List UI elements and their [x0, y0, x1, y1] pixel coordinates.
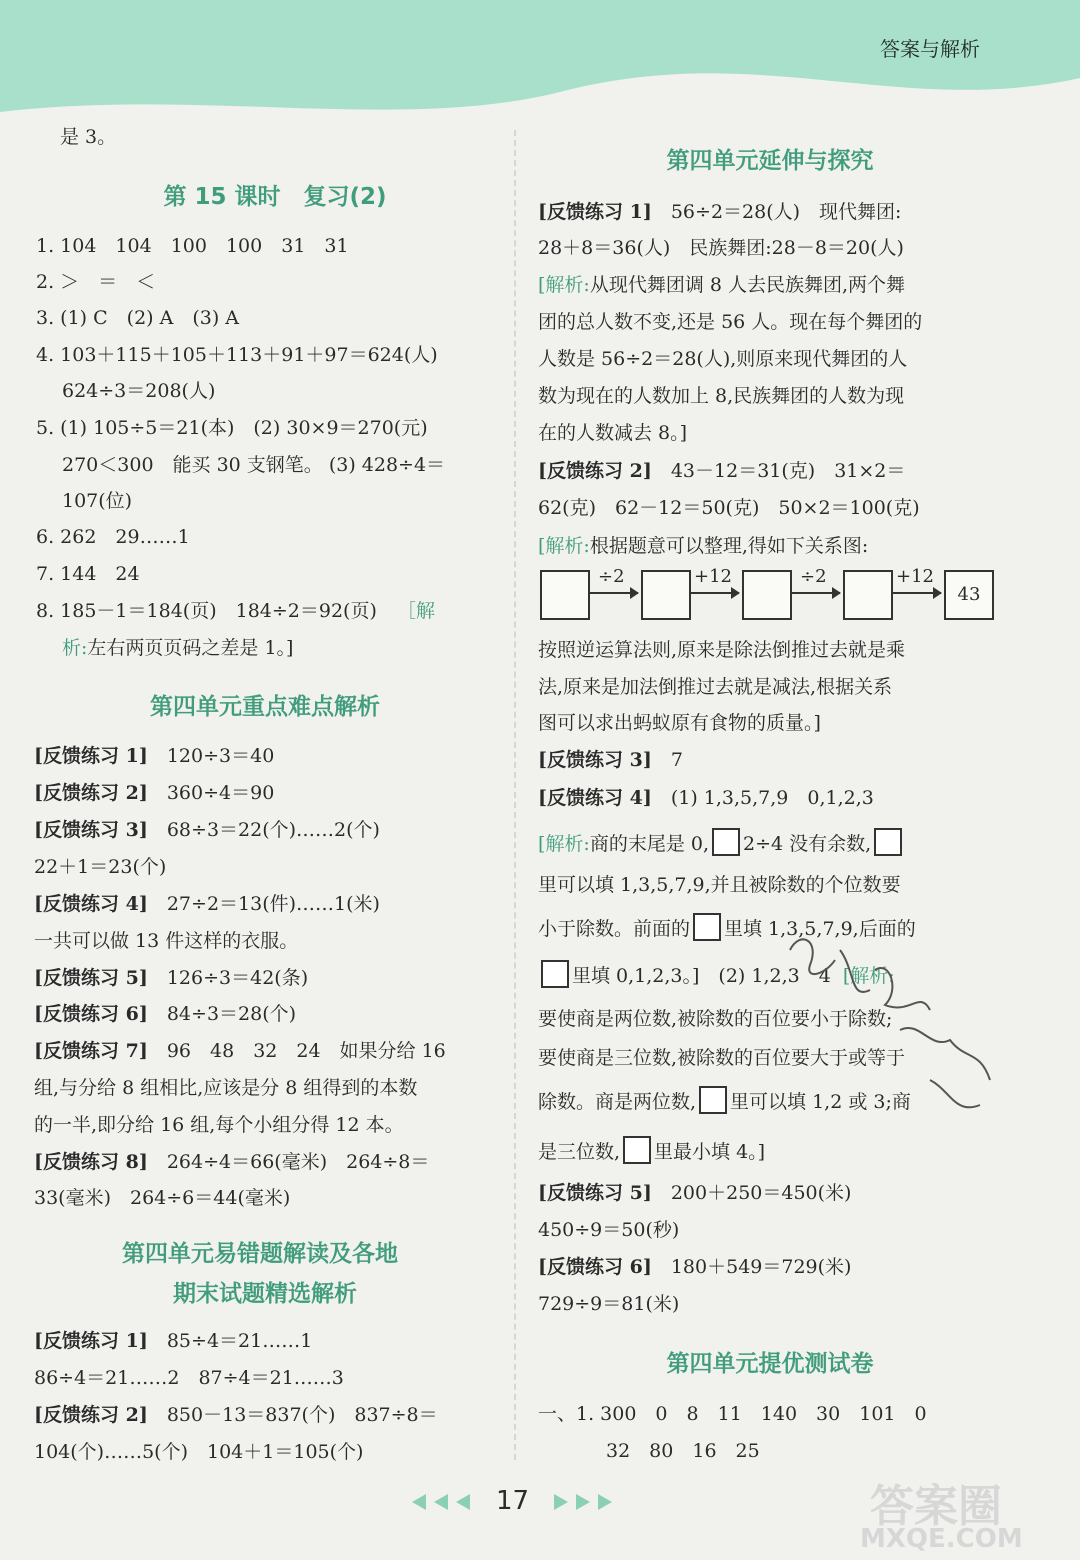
triangle-right-icon: [598, 1494, 612, 1510]
text-line: 是 3。: [60, 126, 117, 148]
feedback-text: 264÷4＝66(毫米) 264÷8＝: [166, 1151, 430, 1173]
feedback-item: [34, 778, 274, 808]
feedback-tag: [反馈练习 5]: [538, 1182, 652, 1204]
triangle-right-icon: [554, 1494, 568, 1510]
answer-5-cont: 107(位): [62, 490, 133, 512]
operation-label: ÷2: [800, 566, 827, 587]
analysis-text: 根据题意可以整理,得如下关系图:: [589, 535, 869, 557]
feedback-item: [34, 1036, 446, 1066]
feedback-tag: [反馈练习 8]: [34, 1151, 148, 1173]
feedback-text: 200＋250＝450(米): [670, 1182, 852, 1204]
feedback-tag: [反馈练习 4]: [34, 893, 148, 915]
answer-5: 5. (1) 105÷5＝21(本) (2) 30×9＝270(元): [36, 417, 428, 439]
analysis-text: 除数。商是两位数,: [538, 1091, 697, 1113]
triangle-left-icon: [456, 1494, 470, 1510]
watermark-url: MXQE.COM: [860, 1524, 1023, 1554]
section-title-errors: 第四单元易错题解读及各地: [122, 1241, 398, 1267]
arrow: [792, 592, 840, 594]
feedback-item: [538, 1252, 851, 1282]
feedback-tag: [反馈练习 5]: [34, 967, 148, 989]
feedback-tag: [反馈练习 6]: [34, 1003, 148, 1025]
header-wave: [0, 0, 1080, 140]
blank-box: [623, 1136, 651, 1164]
analysis-line: [538, 828, 905, 859]
feedback-text: 85÷4＝21……1: [166, 1330, 313, 1352]
analysis-cont: [538, 960, 895, 991]
analysis-text: 左右两页页码之差是 1。]: [87, 637, 294, 659]
blank-box: [874, 828, 902, 856]
answer-1: 1. 104 104 100 100 31 31: [36, 235, 349, 257]
answer-2: 2. ＞ ＝ ＜: [36, 271, 156, 293]
analysis-line: [538, 531, 868, 561]
analysis-tag: [解析:: [538, 274, 590, 296]
answer-8-text: 8. 185－1＝184(页) 184÷2＝92(页): [36, 600, 377, 622]
section-title-errors-cont: 期末试题精选解析: [173, 1281, 357, 1307]
blank-box: [541, 960, 569, 988]
analysis-text: 从现代舞团调 8 人去民族舞团,两个舞: [589, 274, 906, 296]
analysis-cont: 法,原来是加法倒推过去就是减法,根据关系: [538, 676, 893, 698]
analysis-cont: 要使商是两位数,被除数的百位要小于除数;: [538, 1008, 893, 1030]
answer-4-cont: 624÷3＝208(人): [62, 380, 216, 402]
feedback-tag: [反馈练习 6]: [538, 1256, 652, 1278]
feedback-item: [34, 1147, 429, 1177]
blank-box: [843, 570, 893, 620]
feedback-cont: 33(毫米) 264÷6＝44(毫米): [34, 1187, 291, 1209]
feedback-tag: [反馈练习 2]: [34, 1404, 148, 1426]
analysis-text: 小于除数。前面的: [538, 918, 691, 940]
feedback-tag: [反馈练习 7]: [34, 1040, 148, 1062]
feedback-tag: [反馈练习 4]: [538, 787, 652, 809]
arrow: [893, 592, 941, 594]
analysis-line: [538, 270, 905, 300]
header-band: [0, 0, 1080, 140]
feedback-tag: [反馈练习 3]: [34, 819, 148, 841]
feedback-cont: 22＋1＝23(个): [34, 856, 167, 878]
feedback-item: [34, 815, 380, 845]
section-title-extension: 第四单元延伸与探究: [666, 148, 874, 174]
feedback-tag: [反馈练习 1]: [34, 1330, 148, 1352]
analysis-text: 是三位数,: [538, 1141, 621, 1163]
watermark: [840, 1470, 1080, 1560]
feedback-text: 84÷3＝28(个): [166, 1003, 297, 1025]
feedback-text: 360÷4＝90: [166, 782, 275, 804]
feedback-text: 7: [670, 749, 683, 771]
analysis-cont: 团的总人数不变,还是 56 人。现在每个舞团的: [538, 311, 923, 333]
feedback-item: [538, 745, 683, 775]
operation-label: +12: [896, 566, 934, 587]
section-title-lesson15: 第 15 课时 复习(2): [163, 184, 387, 210]
answer-4: 4. 103＋115＋105＋113＋91＋97＝624(人): [36, 344, 438, 366]
analysis-text: 里填 1,3,5,7,9,后面的: [724, 918, 916, 940]
feedback-item: [538, 1178, 851, 1208]
analysis-cont: [538, 913, 916, 944]
triangle-right-icon: [576, 1494, 590, 1510]
feedback-tag: [反馈练习 2]: [538, 460, 652, 482]
feedback-item: [34, 999, 296, 1029]
feedback-item: [538, 783, 874, 813]
feedback-cont: 组,与分给 8 组相比,应该是分 8 组得到的本数: [34, 1077, 418, 1099]
watermark-text: 答案圈: [870, 1481, 1002, 1532]
analysis-cont: [538, 1086, 911, 1117]
answer-7: 7. 144 24: [36, 563, 140, 585]
analysis-text: 商的末尾是 0,: [589, 833, 709, 855]
feedback-item: [538, 456, 905, 486]
analysis-cont: 数为现在的人数加上 8,民族舞团的人数为现: [538, 385, 905, 407]
blank-box: [742, 570, 792, 620]
feedback-tag: [反馈练习 3]: [538, 749, 652, 771]
feedback-text: 56÷2＝28(人) 现代舞团:: [670, 201, 902, 223]
relation-diagram: [538, 568, 998, 624]
analysis-tag: 析:: [62, 637, 88, 659]
section-title-test: 第四单元提优测试卷: [666, 1351, 874, 1377]
operation-label: +12: [694, 566, 732, 587]
answer-5-cont: 270＜300 能买 30 支钢笔。 (3) 428÷4＝: [62, 454, 446, 476]
triangle-left-icon: [434, 1494, 448, 1510]
feedback-cont: 的一半,即分给 16 组,每个小组分得 12 本。: [34, 1114, 404, 1136]
analysis-cont: 人数是 56÷2＝28(人),则原来现代舞团的人: [538, 348, 908, 370]
analysis-tag: [解析:: [842, 965, 895, 987]
feedback-text: 27÷2＝13(件)……1(米): [166, 893, 380, 915]
section-title-key-points: 第四单元重点难点解析: [150, 694, 380, 720]
feedback-text: 68÷3＝22(个)……2(个): [166, 819, 380, 841]
analysis-tag: [解析:: [538, 833, 590, 855]
analysis-cont: 里可以填 1,3,5,7,9,并且被除数的个位数要: [538, 874, 901, 896]
answer-3: 3. (1) C (2) A (3) A: [36, 307, 240, 329]
blank-box: [693, 913, 721, 941]
feedback-tag: [反馈练习 2]: [34, 782, 148, 804]
feedback-text: 43－12＝31(克) 31×2＝: [670, 460, 906, 482]
feedback-text: 126÷3＝42(条): [166, 967, 309, 989]
feedback-cont: 28＋8＝36(人) 民族舞团:28－8＝20(人): [538, 237, 904, 259]
arrow: [590, 592, 638, 594]
analysis-cont: 要使商是三位数,被除数的百位要大于或等于: [538, 1047, 906, 1069]
feedback-text: 120÷3＝40: [166, 745, 275, 767]
analysis-tag: [解析:: [538, 535, 590, 557]
feedback-item: [34, 963, 308, 993]
answer-8-analysis: [62, 633, 293, 663]
feedback-text: 850－13＝837(个) 837÷8＝: [166, 1404, 438, 1426]
feedback-cont: 729÷9＝81(米): [538, 1293, 680, 1315]
header-title: 答案与解析: [880, 37, 980, 61]
analysis-cont: 按照逆运算法则,原来是除法倒推过去就是乘: [538, 639, 906, 661]
operation-label: ÷2: [598, 566, 625, 587]
analysis-cont: 在的人数减去 8。]: [538, 422, 688, 444]
feedback-cont: 62(克) 62－12＝50(克) 50×2＝100(克): [538, 497, 920, 519]
analysis-cont: 图可以求出蚂蚁原有食物的质量。]: [538, 712, 821, 734]
feedback-item: [34, 741, 274, 771]
feedback-text: 96 48 32 24 如果分给 16: [166, 1040, 446, 1062]
arrow: [691, 592, 739, 594]
feedback-text: (1) 1,3,5,7,9 0,1,2,3: [670, 787, 874, 809]
analysis-text: 2÷4 没有余数,: [743, 833, 872, 855]
feedback-item: [538, 197, 901, 227]
analysis-cont: [538, 1136, 765, 1167]
page-number: 17: [496, 1486, 530, 1516]
blank-box: [641, 570, 691, 620]
blank-box: [712, 828, 740, 856]
analysis-text: 里最小填 4。]: [654, 1141, 766, 1163]
feedback-cont: 86÷4＝21……2 87÷4＝21……3: [34, 1367, 344, 1389]
feedback-tag: [反馈练习 1]: [538, 201, 652, 223]
answer-8: [36, 596, 435, 626]
triangle-left-icon: [412, 1494, 426, 1510]
feedback-cont: 450÷9＝50(秒): [538, 1219, 680, 1241]
feedback-item: [34, 1326, 312, 1356]
analysis-tag: ［解: [396, 600, 435, 622]
analysis-text: 里填 0,1,2,3。] (2) 1,2,3 4: [572, 965, 831, 987]
feedback-item: [34, 889, 380, 919]
test-answer-1-cont: 32 80 16 25: [606, 1440, 760, 1462]
feedback-tag: [反馈练习 1]: [34, 745, 148, 767]
feedback-item: [34, 1400, 438, 1430]
feedback-cont: 一共可以做 13 件这样的衣服。: [34, 930, 299, 952]
blank-box: [540, 570, 590, 620]
blank-box: [699, 1086, 727, 1114]
analysis-text: 里可以填 1,2 或 3;商: [730, 1091, 911, 1113]
test-answer-1: 一、1. 300 0 8 11 140 30 101 0: [538, 1403, 927, 1425]
result-box: 43: [944, 570, 994, 620]
answer-6: 6. 262 29……1: [36, 526, 190, 548]
feedback-cont: 104(个)……5(个) 104＋1＝105(个): [34, 1441, 364, 1463]
feedback-text: 180＋549＝729(米): [670, 1256, 852, 1278]
